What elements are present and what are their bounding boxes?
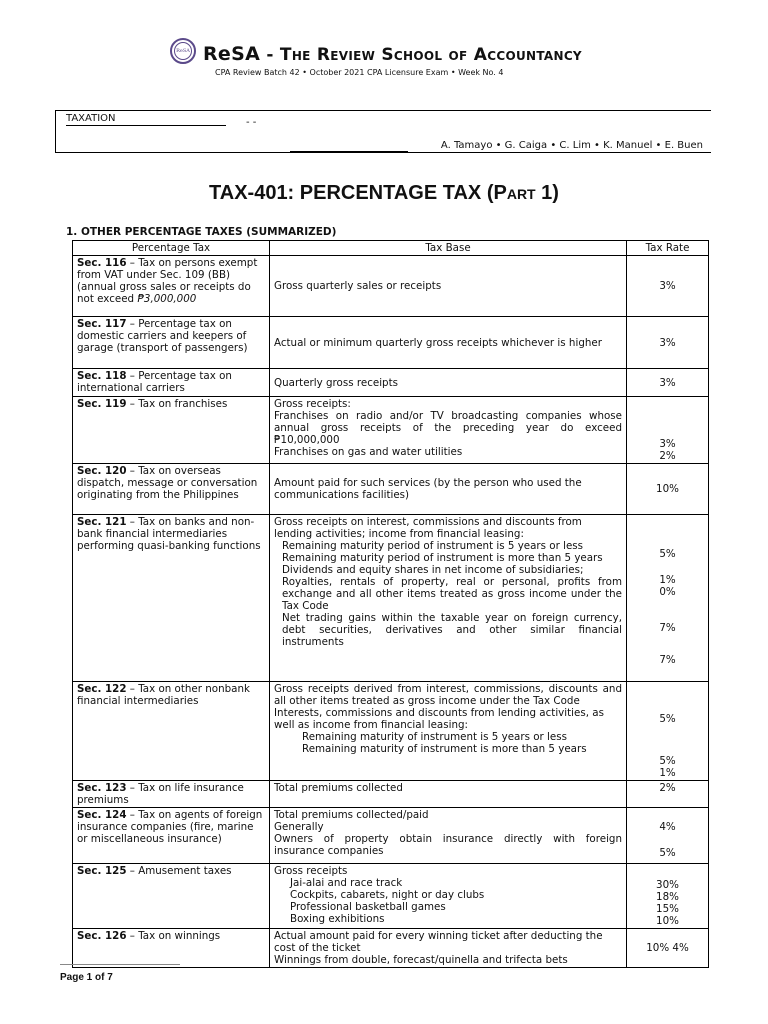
- tax-base: [270, 781, 627, 808]
- tax-base-line: Remaining maturity period of instrument is more than 5 years: [282, 552, 603, 564]
- sec-number: Sec. 119: [77, 398, 127, 410]
- tax-base-line: Franchises on gas and water utilities: [274, 446, 463, 458]
- tax-base-line: Professional basketball games: [290, 901, 446, 913]
- tax-base-line: Remaining maturity of instrument is 5 years or less: [302, 731, 567, 743]
- sec-number: Sec. 126: [77, 930, 127, 942]
- sec-desc: – Tax on overseas dispatch, message or conversation originating from the Philippines: [77, 465, 258, 501]
- tax-rate: [627, 515, 709, 682]
- sec-number: Sec. 123: [77, 782, 127, 794]
- tax-base: [270, 256, 627, 317]
- school-name-part: A: [473, 45, 488, 65]
- sec-number: Sec. 125: [77, 865, 127, 877]
- sec-desc-italic: ₱3,000,000: [137, 293, 197, 305]
- brand-name: ReSA: [203, 43, 261, 65]
- sec-number: Sec. 121: [77, 516, 127, 528]
- tax-base-line: Jai-alai and race track: [290, 877, 403, 889]
- tax-description: [73, 682, 270, 781]
- school-name-part: ccountancy: [487, 45, 582, 65]
- table-header-row: [73, 241, 709, 256]
- school-name-part: chool of: [393, 45, 474, 65]
- tax-description: [73, 864, 270, 929]
- sec-number: Sec. 122: [77, 683, 127, 695]
- review-subtitle: CPA Review Batch 42 • October 2021 CPA Licensure Exam • Week No. 4: [215, 68, 504, 77]
- table-row: [73, 369, 709, 397]
- tax-rate-value: 7%: [659, 654, 676, 666]
- tax-rate-value: 0%: [659, 586, 676, 598]
- title-part-rest: 1): [535, 182, 559, 204]
- sec-desc: – Tax on persons exempt from VAT under Sec. 109 (BB) (annual gross sales or receipts do not exceed: [77, 257, 258, 305]
- logo-inner-text: ReSA: [174, 42, 192, 60]
- tax-base-line: Royalties, rentals of property, real or personal, profits from exchange and all other items treated as gross income under the Tax Code: [282, 576, 622, 612]
- sec-desc: – Tax on life insurance premiums: [77, 782, 244, 806]
- course-box: [55, 110, 711, 153]
- col-header-tax-base: Tax Base: [270, 241, 627, 256]
- tax-rate-value: 5%: [659, 755, 676, 767]
- tax-rate-value: 10% 4%: [646, 942, 689, 954]
- school-name-part: eview: [330, 45, 382, 65]
- school-sep: -: [260, 45, 280, 65]
- tax-description: [73, 397, 270, 464]
- title-part-word: Part: [493, 182, 536, 204]
- tax-rate: [627, 317, 709, 369]
- table-row: [73, 781, 709, 808]
- sec-number: Sec. 117: [77, 318, 127, 330]
- school-name-part: S: [381, 45, 394, 65]
- tax-description: [73, 464, 270, 515]
- tax-rate: [627, 369, 709, 397]
- tax-base-line: Actual amount paid for every winning ticket after deducting the cost of the ticket: [274, 930, 603, 954]
- tax-rate: [627, 864, 709, 929]
- tax-base-line: Total premiums collected: [274, 782, 403, 794]
- school-name-part: R: [316, 45, 331, 65]
- school-title: [203, 43, 582, 65]
- course-subject: TAXATION: [66, 113, 226, 126]
- percentage-tax-table: [72, 240, 709, 968]
- tax-rate-value: 1%: [659, 767, 676, 779]
- tax-base-line: Gross receipts derived from interest, commissions, discounts and all other items treated as gross income under the Tax Code: [274, 683, 622, 707]
- tax-base: [270, 808, 627, 864]
- tax-description: [73, 317, 270, 369]
- tax-rate-value: 2%: [659, 450, 676, 462]
- tax-base-line: Total premiums collected/paid: [274, 809, 429, 821]
- tax-base-line: Cockpits, cabarets, night or day clubs: [290, 889, 485, 901]
- tax-base: [270, 397, 627, 464]
- table-row: [73, 864, 709, 929]
- page-number: Page 1 of 7: [60, 972, 113, 983]
- tax-rate: [627, 256, 709, 317]
- tax-base-line: Gross receipts on interest, commissions and discounts from lending activities; income from financial leasing:: [274, 516, 582, 540]
- tax-base: [270, 515, 627, 682]
- tax-rate-value: 5%: [659, 847, 676, 859]
- tax-rate-value: 10%: [656, 915, 679, 927]
- tax-rate-value: 1%: [659, 574, 676, 586]
- sec-desc: – Percentage tax on international carriers: [77, 370, 232, 394]
- sec-desc: – Amusement taxes: [126, 865, 232, 877]
- tax-base-line: Remaining maturity of instrument is more than 5 years: [302, 743, 587, 755]
- tax-description: [73, 256, 270, 317]
- school-name-part: he: [291, 45, 317, 65]
- tax-rate-value: 15%: [656, 903, 679, 915]
- tax-rate-value: 30%: [656, 879, 679, 891]
- tax-rate: [627, 397, 709, 464]
- tax-base: [270, 929, 627, 968]
- tax-base-line: Net trading gains within the taxable year on foreign currency, debt securities, derivatives and other similar financial instruments: [282, 612, 622, 648]
- table-row: [73, 808, 709, 864]
- course-dashes: - -: [246, 117, 257, 128]
- table-row: [73, 464, 709, 515]
- sec-number: Sec. 116: [77, 257, 127, 269]
- table-row: [73, 256, 709, 317]
- tax-base-line: Gross receipts: [274, 865, 348, 877]
- tax-base: [270, 682, 627, 781]
- sec-desc: – Percentage tax on domestic carriers and keepers of garage (transport of passengers): [77, 318, 248, 354]
- tax-base-line: Gross quarterly sales or receipts: [274, 280, 442, 292]
- tax-base: [270, 369, 627, 397]
- tax-rate-value: 10%: [656, 483, 679, 495]
- lecturers: A. Tamayo • G. Caiga • C. Lim • K. Manuel • E. Buen: [440, 140, 703, 151]
- sec-desc: – Tax on banks and non-bank financial intermediaries performing quasi-banking functions: [77, 516, 261, 552]
- sec-desc: – Tax on franchises: [126, 398, 228, 410]
- tax-rate-value: 3%: [659, 376, 676, 389]
- page-title: [0, 182, 768, 205]
- footer-divider: [60, 964, 180, 965]
- table-row: [73, 317, 709, 369]
- tax-rate-value: 5%: [659, 713, 676, 725]
- section-heading: 1. OTHER PERCENTAGE TAXES (SUMMARIZED): [66, 226, 337, 238]
- table-row: [73, 397, 709, 464]
- tax-description: [73, 369, 270, 397]
- sec-number: Sec. 120: [77, 465, 127, 477]
- tax-rate-value: 5%: [659, 548, 676, 560]
- tax-base: [270, 864, 627, 929]
- tax-rate-value: 4%: [659, 821, 676, 833]
- tax-description: [73, 929, 270, 968]
- tax-rate: [627, 464, 709, 515]
- tax-rate: [627, 781, 709, 808]
- tax-base: [270, 317, 627, 369]
- tax-rate: [627, 682, 709, 781]
- tax-base: [270, 464, 627, 515]
- resa-logo: [170, 38, 196, 64]
- sec-desc: – Tax on winnings: [126, 930, 221, 942]
- tax-base-line: Quarterly gross receipts: [274, 376, 398, 389]
- tax-rate-value: 3%: [659, 280, 676, 292]
- tax-base-line: Actual or minimum quarterly gross receipts whichever is higher: [274, 336, 602, 349]
- tax-rate-value: 3%: [659, 438, 676, 450]
- tax-base-line: Gross receipts:: [274, 398, 351, 410]
- tax-base-line: Interests, commissions and discounts from lending activities, as well as income from financial leasing:: [274, 707, 604, 731]
- tax-base-line: Owners of property obtain insurance directly with foreign insurance companies: [274, 833, 622, 857]
- tax-description: [73, 515, 270, 682]
- tax-base-line: Boxing exhibitions: [290, 913, 385, 925]
- sec-number: Sec. 124: [77, 809, 127, 821]
- tax-rate-value: 2%: [659, 782, 676, 794]
- tax-description: [73, 808, 270, 864]
- tax-description: [73, 781, 270, 808]
- col-header-percentage-tax: Percentage Tax: [73, 241, 270, 256]
- col-header-tax-rate: Tax Rate: [627, 241, 709, 256]
- tax-rate: [627, 808, 709, 864]
- school-name-part: T: [279, 45, 292, 65]
- tax-rate-value: 3%: [659, 336, 676, 349]
- tax-rate-value: 18%: [656, 891, 679, 903]
- title-main: TAX-401: PERCENTAGE TAX (: [209, 182, 494, 204]
- sec-number: Sec. 118: [77, 370, 127, 382]
- tax-base-line: Franchises on radio and/or TV broadcasting companies whose annual gross receipts of the preceding year do exceed ₱10,000,000: [274, 410, 622, 446]
- tax-base-line: Remaining maturity period of instrument is 5 years or less: [282, 540, 584, 552]
- tax-rate: [627, 929, 709, 968]
- table-row: [73, 515, 709, 682]
- lecturer-underline: [290, 151, 408, 152]
- table-row: [73, 929, 709, 968]
- tax-base-line: Generally: [274, 821, 324, 833]
- tax-base-line: Dividends and equity shares in net income of subsidiaries;: [282, 564, 584, 576]
- tax-base-line: Winnings from double, forecast/quinella and trifecta bets: [274, 954, 568, 966]
- tax-base-line: Amount paid for such services (by the person who used the communications facilities): [274, 477, 582, 501]
- tax-rate-value: 7%: [659, 622, 676, 634]
- sec-desc: – Tax on other nonbank financial intermediaries: [77, 683, 250, 707]
- table-row: [73, 682, 709, 781]
- sec-desc: – Tax on agents of foreign insurance companies (fire, marine or miscellaneous insurance): [77, 809, 263, 845]
